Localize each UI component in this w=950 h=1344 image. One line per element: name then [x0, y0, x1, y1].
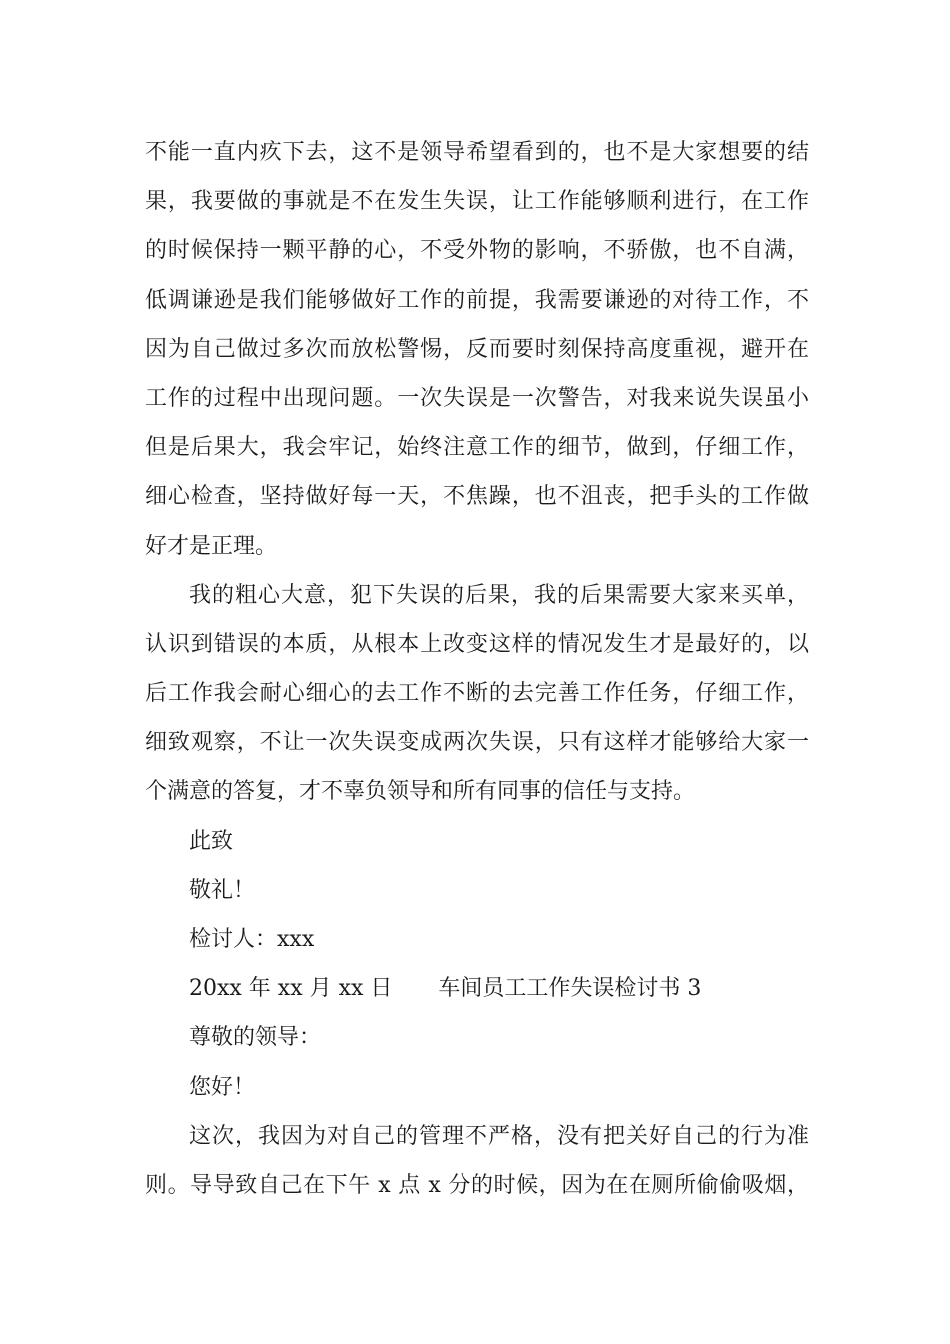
- date-and-title-line: [145, 964, 809, 1013]
- text-line: 因为自己做过多次而放松警惕，反而要时刻保持高度重视，避开在: [145, 336, 809, 362]
- text-line: 工作的过程中出现问题。一次失误是一次警告，对我来说失误虽小: [145, 385, 809, 411]
- text-line: 细致观察，不让一次失误变成两次失误，只有这样才能够给大家一: [145, 730, 809, 756]
- text-line: 认识到错误的本质，从根本上改变这样的情况发生才是最好的，以: [145, 631, 809, 657]
- document-body: [145, 128, 809, 1210]
- text-line: 好才是正理。: [145, 533, 278, 559]
- text-line: 的时候保持一颗平静的心，不受外物的影响，不骄傲，也不自满，: [145, 238, 809, 264]
- text-line: 后工作我会耐心细心的去工作不断的去完善工作任务，仔细工作，: [145, 681, 809, 707]
- salutation-line: 敬礼！: [189, 877, 256, 903]
- paragraph-1: [145, 128, 809, 571]
- text-line: 个满意的答复，才不辜负领导和所有同事的信任与支持。: [145, 779, 696, 805]
- date-text: 20xx 年 xx 月 xx 日: [189, 976, 393, 1002]
- letter-3: [145, 1013, 809, 1210]
- text-line: 低调谦逊是我们能够做好工作的前提，我需要谦逊的对待工作，不: [145, 287, 809, 313]
- text-line: 果，我要做的事就是不在发生失误，让工作能够顺利进行，在工作: [145, 189, 809, 215]
- text-line: 但是后果大，我会牢记，始终注意工作的细节，做到，仔细工作，: [145, 435, 809, 461]
- greeting-line: 尊敬的领导：: [189, 1025, 322, 1051]
- text-line: 我的粗心大意，犯下失误的后果，我的后果需要大家来买单，: [189, 582, 809, 608]
- hello-line: 您好！: [189, 1074, 256, 1100]
- salutation-line: 此致: [189, 828, 234, 854]
- signer-line: 检讨人：xxx: [189, 927, 315, 952]
- paragraph-2: [145, 571, 809, 817]
- text-line: 细心检查，坚持做好每一天，不焦躁，也不沮丧，把手头的工作做: [145, 484, 809, 510]
- text-line: 不能一直内疚下去，这不是领导希望看到的，也不是大家想要的结: [145, 140, 809, 165]
- text-line: 这次，我因为对自己的管理不严格，没有把关好自己的行为准: [189, 1123, 809, 1149]
- text-line: 则。导导致自己在下午 x 点 x 分的时候，因为在在厕所偷偷吸烟，: [145, 1172, 809, 1198]
- closing-section: [145, 817, 809, 1014]
- next-letter-title: 车间员工工作失误检讨书 3: [438, 976, 702, 1002]
